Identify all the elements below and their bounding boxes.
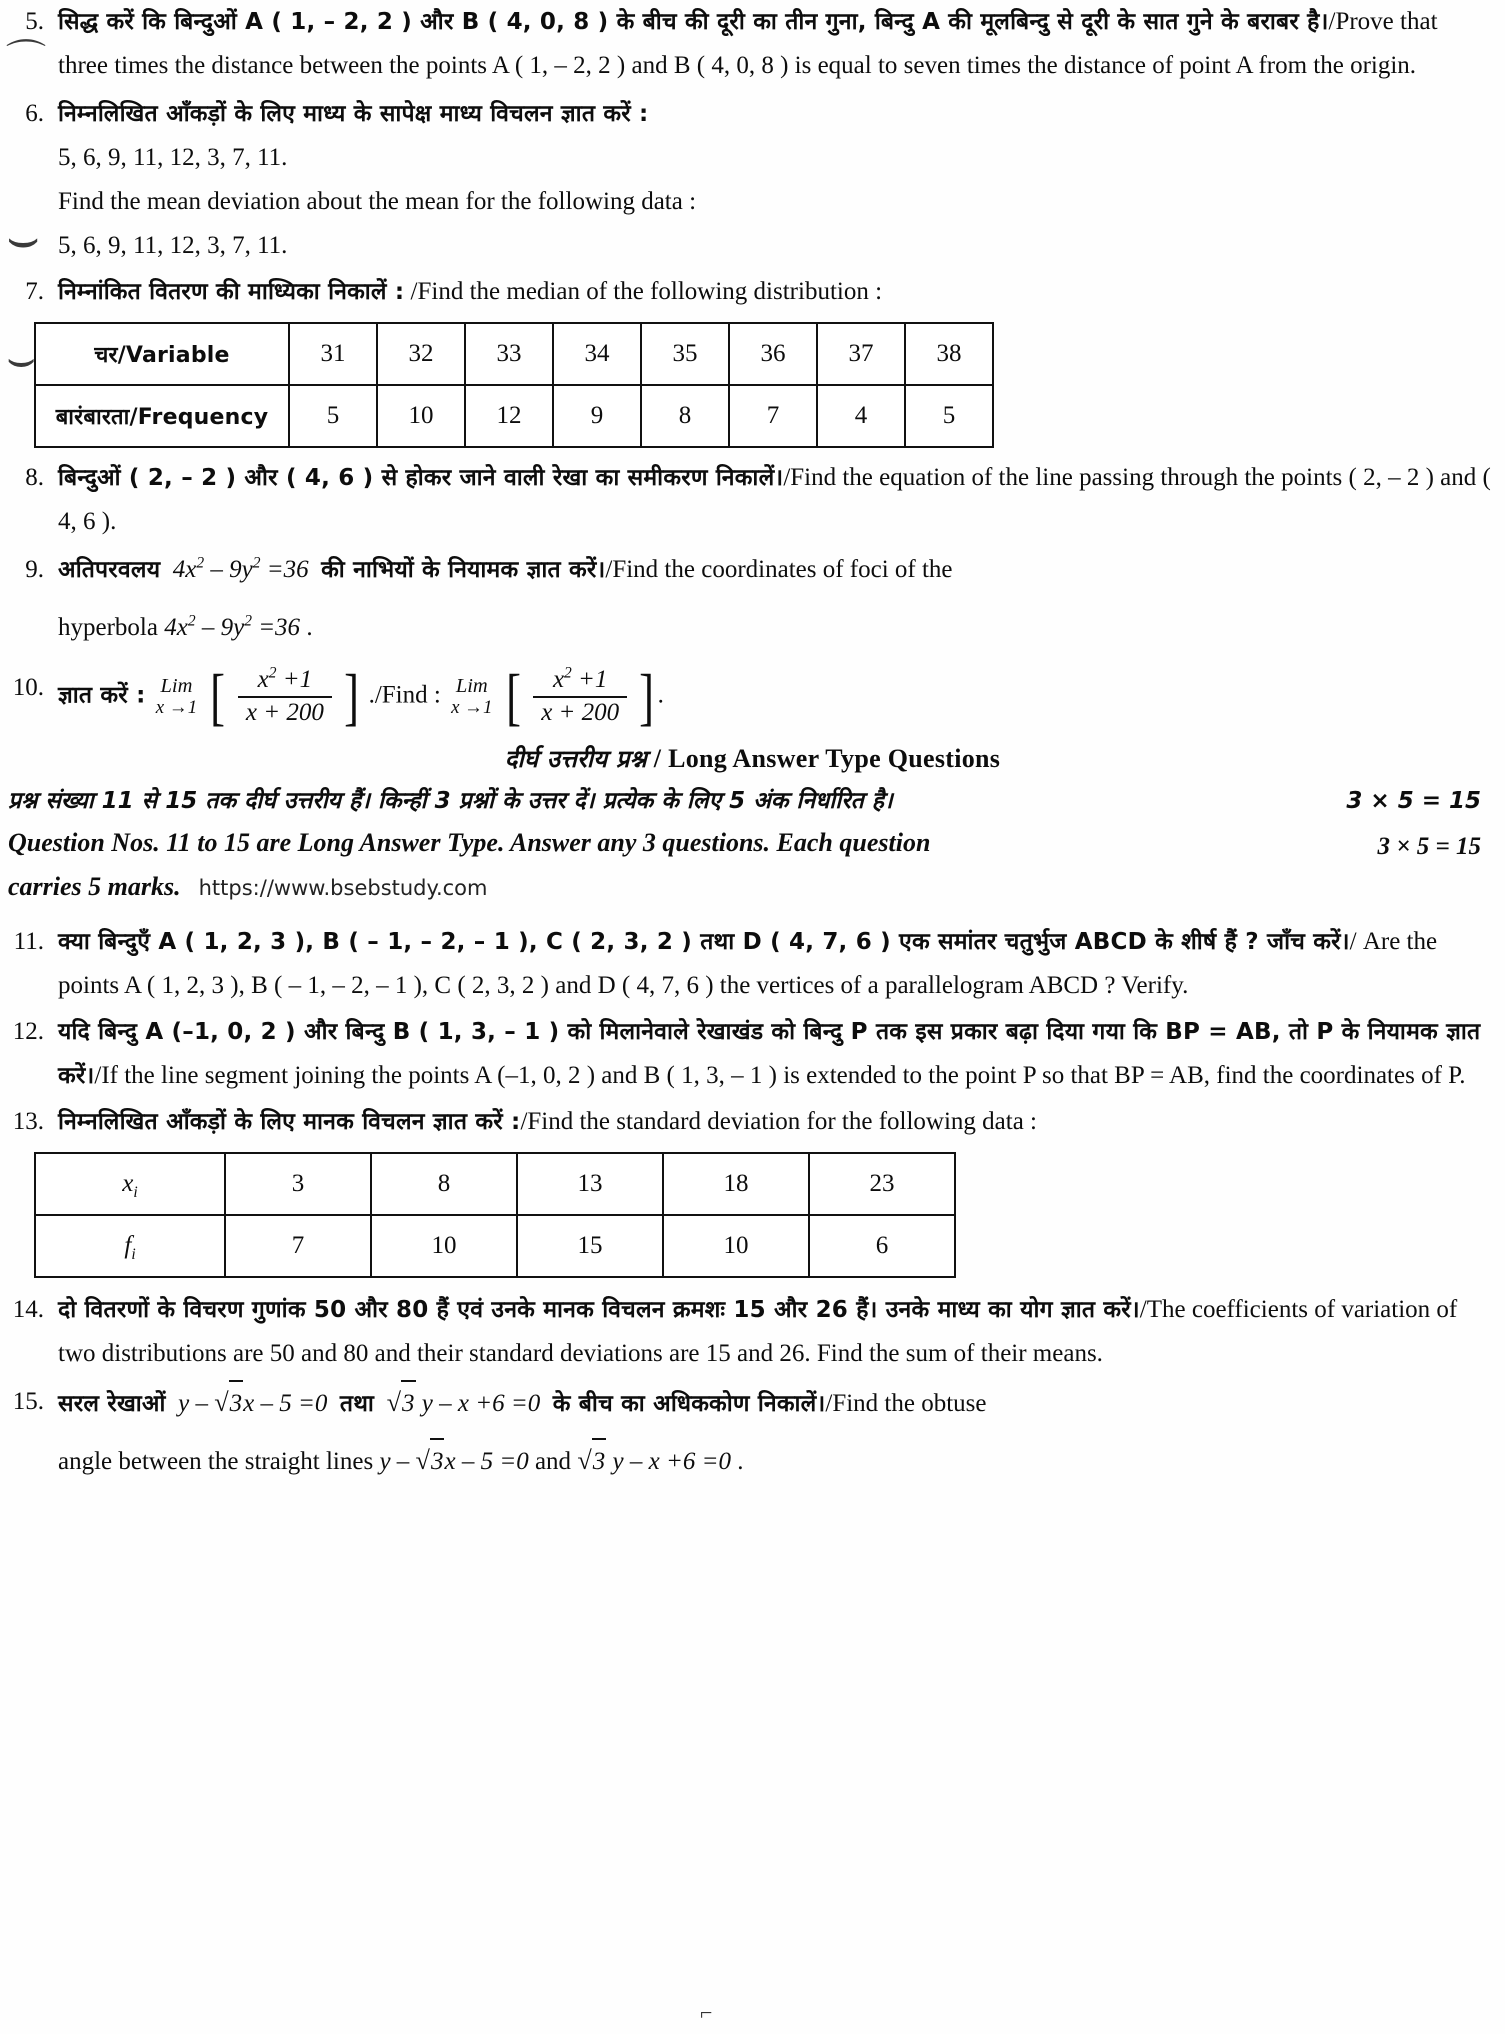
section-heading-separator: / bbox=[646, 743, 669, 773]
question-6-hindi-data: 5, 6, 9, 11, 12, 3, 7, 11. bbox=[58, 144, 288, 171]
bracket-open-1: [ bbox=[210, 661, 226, 733]
question-5-body bbox=[58, 0, 1505, 88]
question-6-hindi: निम्नलिखित आँकड़ों के लिए माध्य के सापेक्ष माध्य विचलन ज्ञात करें : bbox=[58, 101, 649, 127]
row-label-frequency bbox=[35, 385, 289, 447]
limit-variable-2: x →1 bbox=[451, 696, 493, 718]
question-15-body bbox=[58, 1380, 1505, 1484]
question-10 bbox=[0, 661, 1505, 733]
question-15-english-cont: angle between the straight lines y – √3x – 5 =0 and √3 y – x +6 =0 . bbox=[58, 1438, 1491, 1484]
question-13-english: /Find the standard deviation for the following data : bbox=[520, 1107, 1037, 1135]
question-5-english: /Prove that three times the distance between the points A ( 1, – 2, 2 ) and B ( 4, 0, 8 ) is equal to seven times the distance of point A from the origin. bbox=[58, 8, 1438, 79]
question-11-hindi: क्या बिन्दुएँ A ( 1, 2, 3 ), B ( – 1, – 2, – 1 ), C ( 2, 3, 2 ) तथा D ( 4, 7, 6 ) एक समांतर चतुर्भुज ABCD के शीर्ष हैं ? जाँच करें। bbox=[58, 928, 1350, 955]
instruction-english: Question Nos. 11 to 15 are Long Answer Type. Answer any 3 questions. Each question bbox=[8, 827, 931, 857]
limit-variable-1: x →1 bbox=[155, 696, 198, 718]
table-row-xi bbox=[35, 1153, 955, 1215]
row-label-xi: $x_i$ bbox=[35, 1153, 225, 1215]
cell-variable-2: 33 bbox=[465, 323, 553, 385]
question-9-body bbox=[58, 548, 1505, 650]
section-heading bbox=[0, 742, 1505, 775]
bracket-open-2: [ bbox=[505, 661, 521, 733]
cell-xi-4: 23 bbox=[809, 1153, 955, 1215]
limit-word-1: Lim bbox=[160, 675, 193, 698]
limit-operator-1 bbox=[156, 676, 197, 717]
cell-xi-3: 18 bbox=[663, 1153, 809, 1215]
instruction-english-2: carries 5 marks. bbox=[8, 871, 181, 901]
question-13-hindi: निम्नलिखित आँकड़ों के लिए मानक विचलन ज्ञात करें : bbox=[58, 1108, 521, 1135]
question-8-body bbox=[58, 456, 1505, 544]
question-10-english-pre: ./Find : bbox=[368, 681, 441, 709]
question-12-english: /If the line segment joining the points A (–1, 0, 2 ) and B ( 1, 3, – 1 ) is extended to the point P so that BP = AB, find the coordinates of P. bbox=[94, 1061, 1466, 1089]
question-9-hindi-post: की नाभियों के नियामक ज्ञात करें। bbox=[321, 557, 606, 583]
cell-frequency-3: 9 bbox=[553, 385, 641, 447]
cell-fi-3: 10 bbox=[663, 1215, 809, 1277]
question-15-hindi-pre: सरल रेखाओं bbox=[58, 1390, 166, 1417]
question-12-hindi: यदि बिन्दु A (–1, 0, 2 ) और बिन्दु B ( 1, 3, – 1 ) को मिलानेवाले रेखाखंड को बिन्दु P तक इस प्रकार बढ़ा दिया गया कि BP = AB, तो P के नियामक ज्ञात करें। bbox=[58, 1018, 1481, 1089]
fraction-2-denominator: x + 200 bbox=[541, 698, 620, 726]
cell-frequency-1: 10 bbox=[377, 385, 465, 447]
question-7-hindi: निम्नांकित वितरण की माध्यिका निकालें : bbox=[58, 279, 405, 305]
question-15-equation-1: y – √3x – 5 =0 bbox=[172, 1390, 334, 1417]
question-14-body bbox=[58, 1288, 1505, 1376]
bracket-close-2: ] bbox=[639, 661, 655, 733]
cell-xi-1: 8 bbox=[371, 1153, 517, 1215]
cell-variable-1: 32 bbox=[377, 323, 465, 385]
marks-hindi: 3 × 5 = 15 bbox=[1346, 787, 1481, 814]
question-8 bbox=[0, 456, 1505, 544]
row-label-variable bbox=[35, 323, 289, 385]
question-10-number: 10. bbox=[12, 674, 44, 701]
question-12-number: 12. bbox=[12, 1017, 44, 1045]
standard-deviation-table bbox=[34, 1152, 956, 1278]
question-12 bbox=[0, 1010, 1505, 1098]
question-15 bbox=[0, 1380, 1505, 1484]
fraction-2 bbox=[533, 666, 627, 728]
pencil-mark-q7: ⌣ bbox=[6, 331, 37, 385]
watermark-url: https://www.bsebstudy.com bbox=[198, 875, 488, 900]
question-10-body bbox=[58, 661, 1505, 733]
question-5-number: 5. bbox=[25, 8, 44, 35]
cell-frequency-6: 4 bbox=[817, 385, 905, 447]
cell-xi-0: 3 bbox=[225, 1153, 371, 1215]
cell-variable-3: 34 bbox=[553, 323, 641, 385]
question-8-number: 8. bbox=[25, 464, 44, 491]
question-8-hindi: बिन्दुओं ( 2, – 2 ) और ( 4, 6 ) से होकर जाने वाली रेखा का समीकरण निकालें। bbox=[58, 465, 784, 491]
page-bottom-mark: ⌐ bbox=[700, 2000, 713, 2025]
question-6 bbox=[0, 92, 1505, 268]
question-13-number: 13. bbox=[12, 1107, 44, 1135]
section-heading-english: Long Answer Type Questions bbox=[668, 743, 1001, 773]
cell-frequency-0: 5 bbox=[289, 385, 377, 447]
pencil-mark-q6: ⌣ bbox=[6, 208, 41, 268]
median-distribution-table bbox=[34, 322, 994, 448]
cell-variable-5: 36 bbox=[729, 323, 817, 385]
question-10-trailing: . bbox=[657, 681, 664, 709]
row-label-variable-text: चर/Variable bbox=[94, 343, 230, 368]
question-13-body bbox=[58, 1100, 1505, 1144]
question-15-equation-2: √3 y – x +6 =0 bbox=[380, 1390, 546, 1417]
question-6-number: 6. bbox=[25, 100, 44, 127]
question-14 bbox=[0, 1288, 1505, 1376]
cell-variable-0: 31 bbox=[289, 323, 377, 385]
question-15-hindi-mid: तथा bbox=[339, 1390, 375, 1417]
question-7-body bbox=[58, 270, 1505, 314]
question-6-body bbox=[58, 92, 1505, 268]
question-14-hindi: दो वितरणों के विचरण गुणांक 50 और 80 हैं एवं उनके मानक विचलन क्रमशः 15 और 26 हैं। उनके माध्य का योग ज्ञात करें। bbox=[58, 1296, 1140, 1323]
row-label-frequency-text: बारंबारता/Frequency bbox=[55, 405, 269, 430]
section-heading-hindi: दीर्घ उत्तरीय प्रश्न bbox=[504, 744, 647, 773]
question-15-english: /Find the obtuse bbox=[825, 1389, 987, 1417]
instruction-english-row-1 bbox=[0, 821, 1505, 865]
question-15-number: 15. bbox=[12, 1387, 44, 1415]
question-11-english: / Are the points A ( 1, 2, 3 ), B ( – 1, – 2, – 1 ), C ( 2, 3, 2 ) and D ( 4, 7, 6 ) the vertices of a parallelogram ABCD ? Verify. bbox=[58, 927, 1438, 999]
question-11-number: 11. bbox=[13, 927, 44, 955]
question-9-english-cont: hyperbola $4x^2 - 9y^2 =36$ . bbox=[58, 612, 313, 641]
bracket-close-1: ] bbox=[344, 661, 360, 733]
row-label-fi: $f_i$ bbox=[35, 1215, 225, 1277]
question-5 bbox=[0, 0, 1505, 88]
question-11 bbox=[0, 920, 1505, 1008]
limit-operator-2 bbox=[451, 676, 492, 717]
table-row-variable bbox=[35, 323, 993, 385]
cell-fi-4: 6 bbox=[809, 1215, 955, 1277]
question-6-english-data: 5, 6, 9, 11, 12, 3, 7, 11. bbox=[58, 232, 288, 259]
question-14-english: /The coefficients of variation of two distributions are 50 and 80 and their standard deviations are 15 and 26. Find the sum of their means. bbox=[58, 1295, 1458, 1367]
fraction-1-numerator: $x^2 +1$ bbox=[238, 666, 332, 698]
cell-frequency-2: 12 bbox=[465, 385, 553, 447]
instruction-hindi-row bbox=[0, 781, 1505, 821]
question-11-body bbox=[58, 920, 1505, 1008]
cell-frequency-7: 5 bbox=[905, 385, 993, 447]
question-6-english: Find the mean deviation about the mean for the following data : bbox=[58, 188, 697, 215]
cell-fi-1: 10 bbox=[371, 1215, 517, 1277]
question-8-english: /Find the equation of the line passing through the points ( 2, – 2 ) and ( 4, 6 ). bbox=[58, 464, 1491, 535]
question-7-number: 7. bbox=[25, 278, 44, 305]
cell-xi-2: 13 bbox=[517, 1153, 663, 1215]
cell-variable-7: 38 bbox=[905, 323, 993, 385]
cell-frequency-4: 8 bbox=[641, 385, 729, 447]
question-13 bbox=[0, 1100, 1505, 1144]
cell-fi-0: 7 bbox=[225, 1215, 371, 1277]
fraction-2-numerator: $x^2 +1$ bbox=[533, 666, 627, 698]
marks-english: 3 × 5 = 15 bbox=[1377, 832, 1481, 860]
question-5-hindi: सिद्ध करें कि बिन्दुओं A ( 1, – 2, 2 ) और B ( 4, 0, 8 ) के बीच की दूरी का तीन गुना, बिन्दु A की मूलबिन्दु से दूरी के सात गुने के बराबर है। bbox=[58, 9, 1329, 35]
fraction-1 bbox=[238, 666, 332, 728]
pencil-mark-q5: ⌒ bbox=[6, 37, 46, 83]
table-row-fi bbox=[35, 1215, 955, 1277]
table-row-frequency bbox=[35, 385, 993, 447]
cell-variable-6: 37 bbox=[817, 323, 905, 385]
question-9-equation: $4x^2 - 9y^2 =36$ bbox=[166, 554, 315, 583]
question-7 bbox=[0, 270, 1505, 314]
question-15-hindi-post: के बीच का अधिककोण निकालें। bbox=[552, 1390, 826, 1417]
question-7-english: /Find the median of the following distribution : bbox=[410, 278, 883, 305]
question-9 bbox=[0, 548, 1505, 650]
fraction-1-denominator: x + 200 bbox=[245, 698, 324, 726]
question-14-number: 14. bbox=[12, 1295, 44, 1323]
cell-variable-4: 35 bbox=[641, 323, 729, 385]
question-10-hindi-pre: ज्ञात करें : bbox=[58, 682, 146, 709]
question-12-body bbox=[58, 1010, 1505, 1098]
question-9-hindi-pre: अतिपरवलय bbox=[58, 557, 161, 583]
cell-fi-2: 15 bbox=[517, 1215, 663, 1277]
question-9-english: /Find the coordinates of foci of the bbox=[605, 556, 953, 583]
instruction-hindi: प्रश्न संख्या 11 से 15 तक दीर्घ उत्तरीय हैं। किन्हीं 3 प्रश्नों के उत्तर दें। प्रत्येक के लिए 5 अंक निर्धारित है। bbox=[8, 787, 893, 814]
limit-word-2: Lim bbox=[455, 675, 488, 698]
cell-frequency-5: 7 bbox=[729, 385, 817, 447]
question-9-number: 9. bbox=[25, 556, 44, 583]
